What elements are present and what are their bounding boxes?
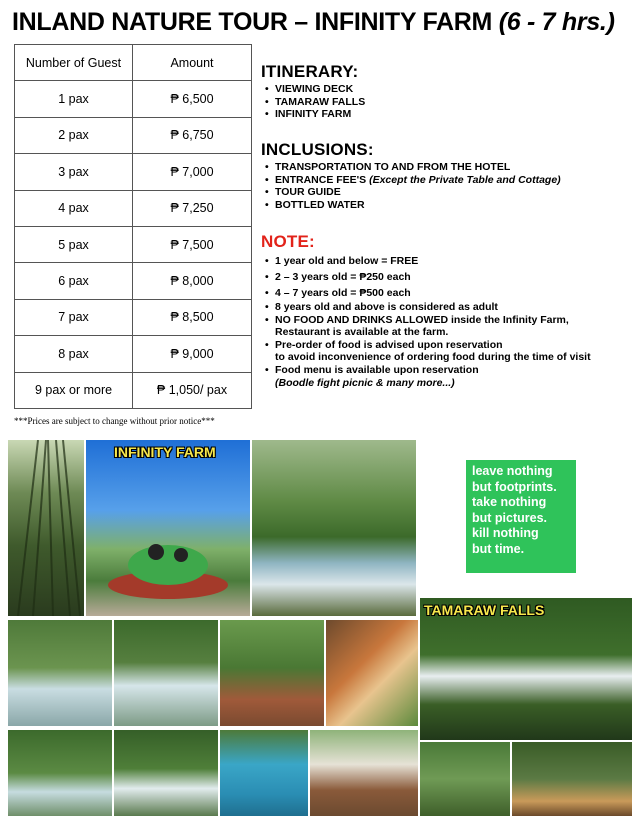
tamaraw-falls-photo — [420, 598, 632, 740]
column-header-amount: Amount — [133, 45, 252, 81]
table-row — [15, 299, 252, 335]
cascade-photo-2 — [114, 730, 218, 816]
list-item: • 8 years old and above is considered as adult — [261, 301, 591, 314]
boodle-fight-photo — [326, 620, 418, 726]
table-row — [15, 336, 252, 372]
picnic-area-photo — [310, 730, 418, 816]
inclusions-section — [261, 140, 561, 211]
price-table — [14, 44, 252, 409]
rock-pool-photo — [512, 742, 632, 816]
table-row — [15, 263, 252, 299]
list-item: • 1 year old and below = FREE — [261, 253, 591, 269]
table-row — [15, 226, 252, 262]
list-item: • VIEWING DECK — [261, 83, 365, 96]
amount-cell: ₱ 8,500 — [133, 299, 252, 335]
guest-cell: 8 pax — [15, 336, 133, 372]
list-item: • BOTTLED WATER — [261, 199, 561, 212]
page-title — [12, 8, 632, 37]
amount-cell: ₱ 7,250 — [133, 190, 252, 226]
list-item: • TAMARAW FALLS — [261, 96, 365, 109]
menu-cont: (Boodle fight picnic & many more...) — [275, 376, 455, 389]
table-row — [15, 190, 252, 226]
quote-box — [466, 460, 576, 573]
inclusions-heading: INCLUSIONS: — [261, 140, 374, 159]
itinerary-section — [261, 62, 365, 121]
list-item — [261, 339, 591, 364]
guest-cell: 3 pax — [15, 154, 133, 190]
infinity-farm-photo — [86, 440, 250, 616]
guest-cell: 6 pax — [15, 263, 133, 299]
list-item: • TRANSPORTATION TO AND FROM THE HOTEL — [261, 161, 561, 174]
no-food-text: NO FOOD AND DRINKS ALLOWED inside the Infinity Farm, — [275, 313, 569, 326]
infinity-farm-caption: INFINITY FARM — [114, 444, 216, 460]
list-item: • 2 – 3 years old = ₱250 each — [261, 269, 591, 285]
guest-cell: 5 pax — [15, 226, 133, 262]
note-heading: NOTE: — [261, 232, 315, 251]
garden-photo — [220, 620, 324, 726]
guest-cell: 1 pax — [15, 81, 133, 117]
list-item — [261, 364, 591, 389]
preorder-cont: to avoid inconvenience of ordering food during the time of visit — [275, 351, 591, 364]
title-main: INLAND NATURE TOUR – INFINITY FARM — [12, 8, 499, 36]
list-item: • 4 – 7 years old = ₱500 each — [261, 285, 591, 301]
table-row — [15, 372, 252, 408]
quote-line: leave nothing — [472, 464, 553, 478]
bamboo-graphic — [8, 440, 84, 616]
table-row — [15, 117, 252, 153]
bridge-photo — [420, 742, 510, 816]
menu-text: Food menu is available upon reservation — [275, 363, 479, 376]
note-list — [261, 253, 591, 389]
guest-cell: 7 pax — [15, 299, 133, 335]
monument-graphic — [86, 440, 250, 616]
quote-line: but time. — [472, 541, 525, 556]
amount-cell: ₱ 8,000 — [133, 263, 252, 299]
itinerary-list — [261, 83, 365, 121]
table-header-row — [15, 45, 252, 81]
preorder-text: Pre-order of food is advised upon reservation — [275, 338, 503, 351]
guest-cell: 4 pax — [15, 190, 133, 226]
quote-line: take nothing — [472, 495, 547, 509]
guest-cell: 2 pax — [15, 117, 133, 153]
swimming-pool-photo — [220, 730, 308, 816]
price-notice: ***Prices are subject to change without prior notice*** — [14, 416, 215, 426]
amount-cell: ₱ 9,000 — [133, 336, 252, 372]
itinerary-heading: ITINERARY: — [261, 62, 359, 81]
cascade-photo-1 — [8, 730, 112, 816]
amount-cell: ₱ 7,000 — [133, 154, 252, 190]
entrance-fee-note: (Except the Private Table and Cottage) — [369, 173, 561, 186]
entrance-fee-label: ENTRANCE FEE'S — [275, 173, 370, 186]
guest-cell: 9 pax or more — [15, 372, 133, 408]
list-item — [261, 174, 561, 187]
quote-line: but pictures. — [472, 510, 548, 525]
list-item: • INFINITY FARM — [261, 108, 365, 121]
table-row — [15, 154, 252, 190]
stream-photo-2 — [114, 620, 218, 726]
quote-line: but footprints. — [472, 479, 557, 494]
stream-photo-1 — [8, 620, 112, 726]
tamaraw-falls-caption: TAMARAW FALLS — [424, 602, 545, 618]
note-section — [261, 232, 591, 389]
list-item: • TOUR GUIDE — [261, 186, 561, 199]
amount-cell: ₱ 6,750 — [133, 117, 252, 153]
list-item — [261, 314, 591, 339]
column-header-guests: Number of Guest — [15, 45, 133, 81]
quote-line: kill nothing — [472, 526, 539, 540]
amount-cell: ₱ 6,500 — [133, 81, 252, 117]
table-row — [15, 81, 252, 117]
title-duration: (6 - 7 hrs.) — [498, 8, 615, 36]
amount-cell: ₱ 7,500 — [133, 226, 252, 262]
inclusions-list — [261, 161, 561, 211]
river-photo — [252, 440, 416, 616]
no-food-cont: Restaurant is available at the farm. — [275, 326, 449, 339]
amount-cell: ₱ 1,050/ pax — [133, 372, 252, 408]
bamboo-forest-photo — [8, 440, 84, 616]
